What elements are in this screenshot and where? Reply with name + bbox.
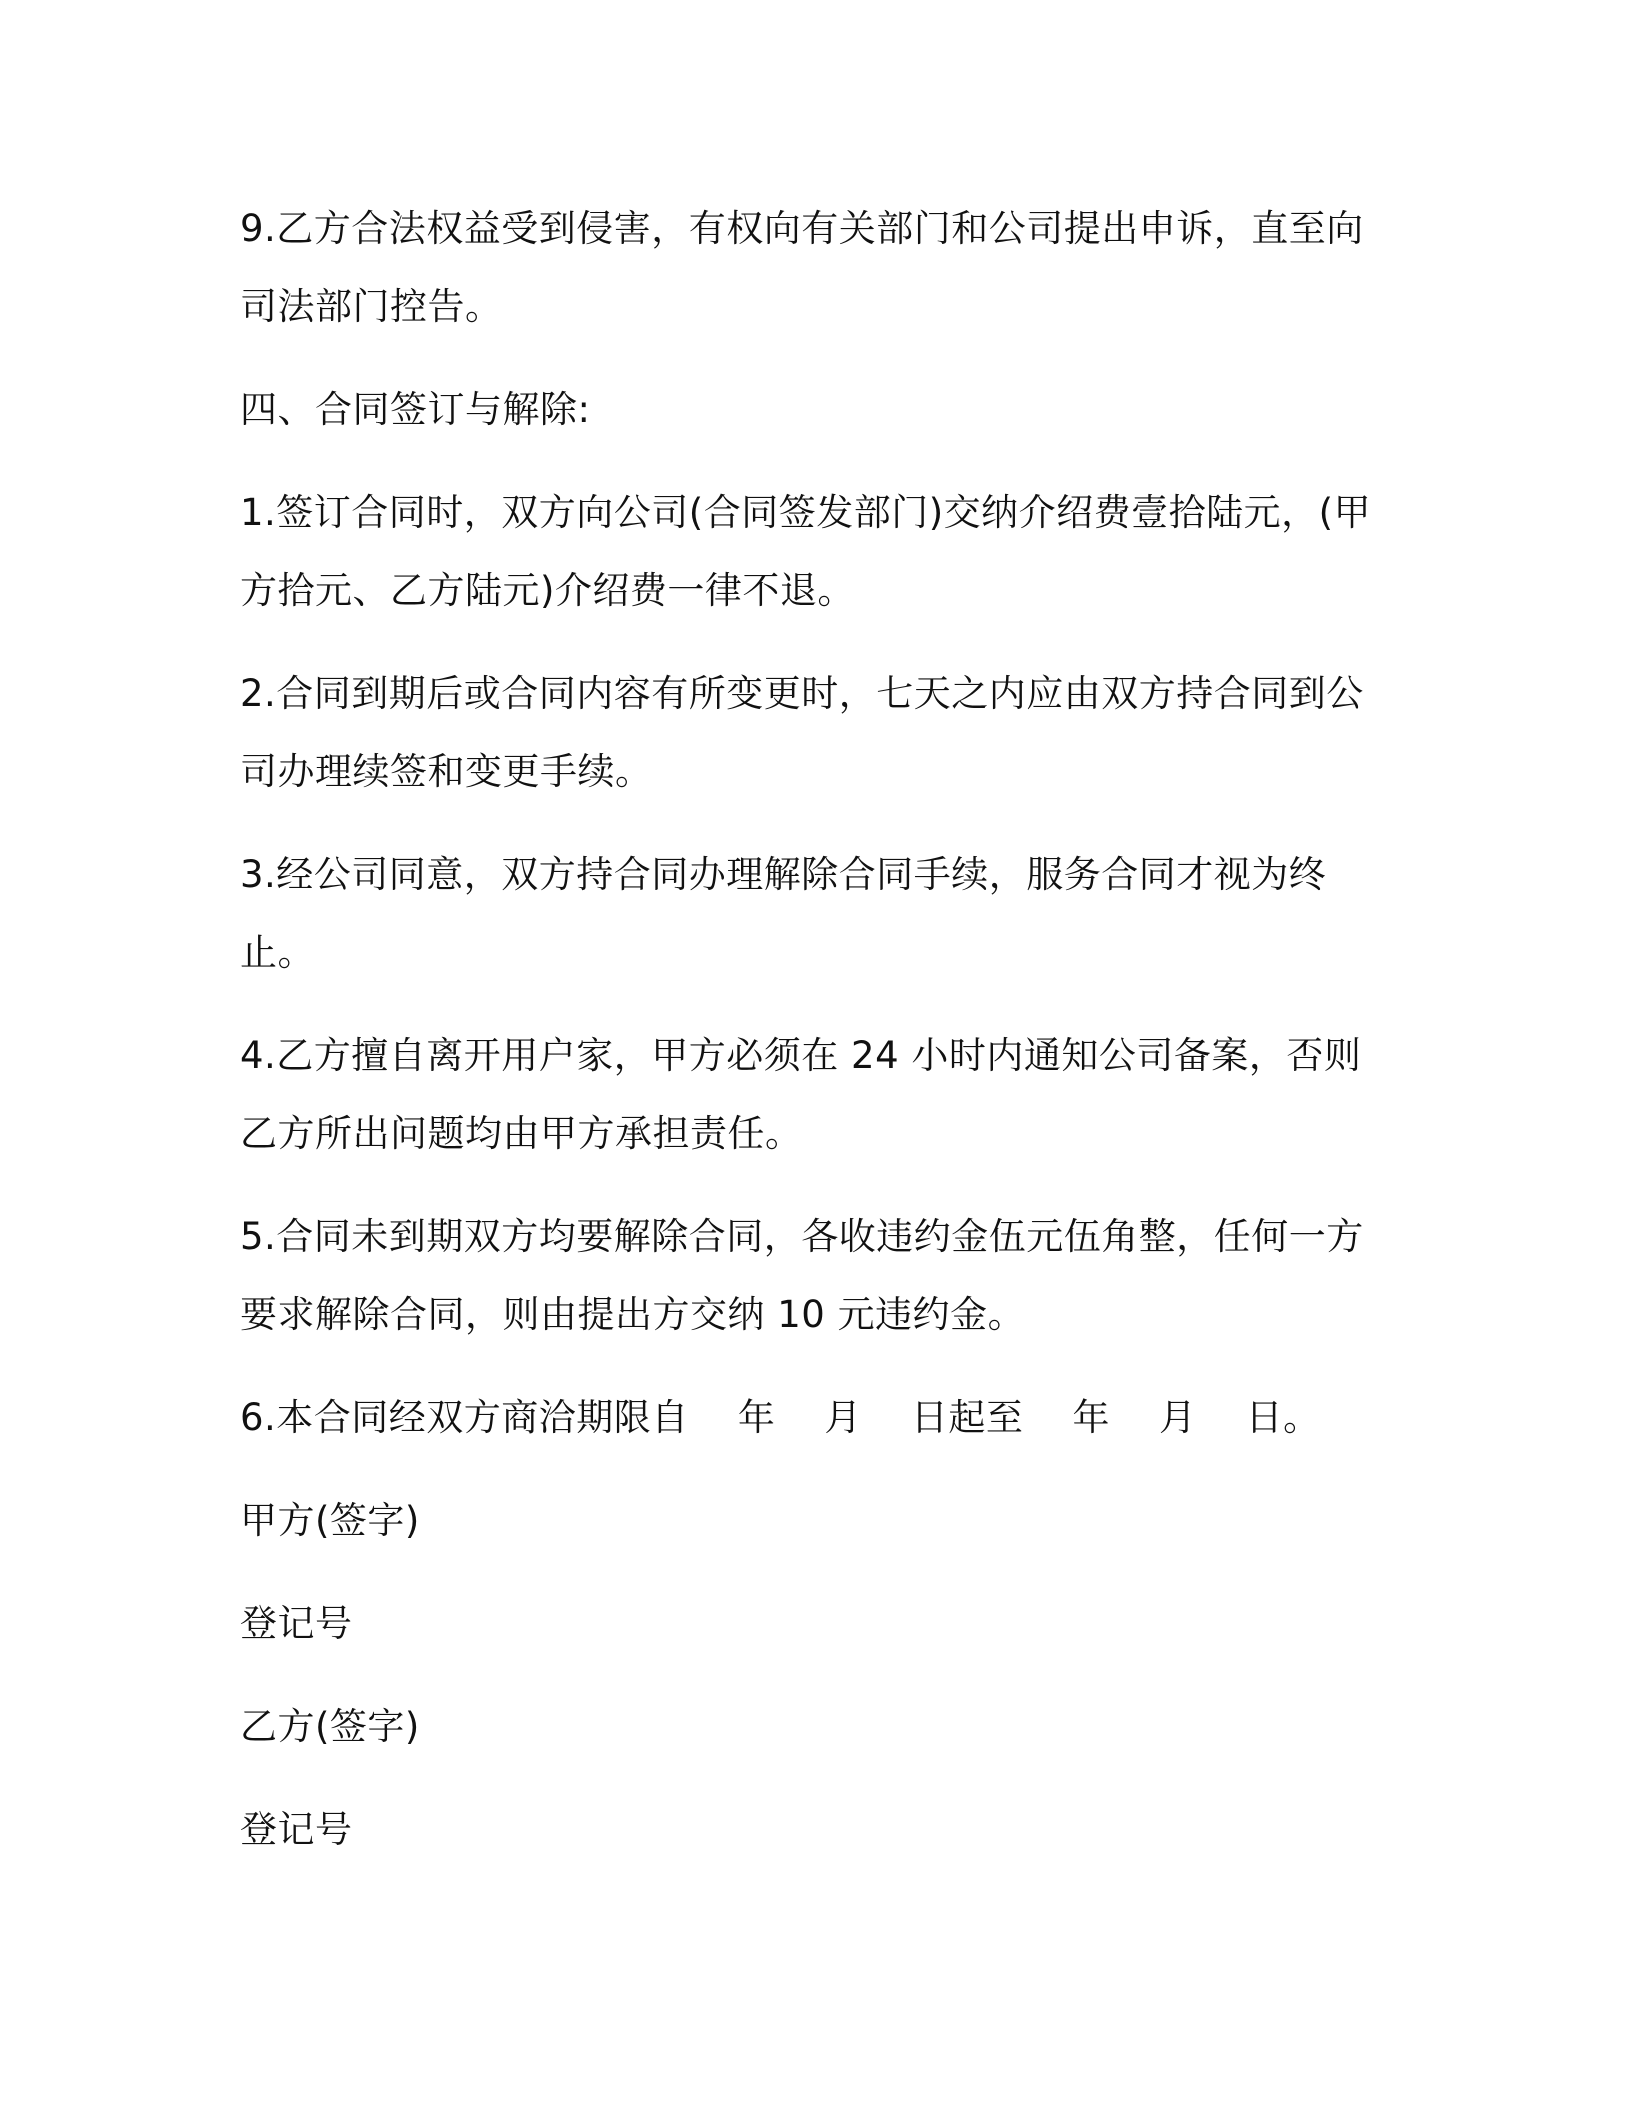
clause-1: 1.签订合同时，双方向公司(合同签发部门)交纳介绍费壹拾陆元，(甲方拾元、乙方陆元)介绍费一律不退。 bbox=[240, 491, 1372, 612]
clause-3: 3.经公司同意，双方持合同办理解除合同手续，服务合同才视为终止。 bbox=[240, 853, 1327, 974]
party-a-signature-label: 甲方(签字) bbox=[240, 1499, 420, 1542]
clause-6-term: 6.本合同经双方商洽期限自 年 月 日起至 年 月 日。 bbox=[240, 1396, 1321, 1439]
party-a-registration-label: 登记号 bbox=[240, 1602, 353, 1645]
clause-5: 5.合同未到期双方均要解除合同，各收违约金伍元伍角整，任何一方要求解除合同，则由提出方交纳 10 元违约金。 bbox=[240, 1215, 1364, 1336]
party-b-signature-label: 乙方(签字) bbox=[240, 1705, 420, 1748]
document-body bbox=[240, 190, 1380, 1894]
clause-2: 2.合同到期后或合同内容有所变更时，七天之内应由双方持合同到公司办理续签和变更手续。 bbox=[240, 672, 1364, 793]
party-b-registration-label: 登记号 bbox=[240, 1808, 353, 1851]
section-4-heading: 四、合同签订与解除: bbox=[240, 388, 591, 431]
clause-4: 4.乙方擅自离开用户家，甲方必须在 24 小时内通知公司备案，否则乙方所出问题均由甲方承担责任。 bbox=[240, 1034, 1362, 1155]
clause-9: 9.乙方合法权益受到侵害，有权向有关部门和公司提出申诉，直至向司法部门控告。 bbox=[240, 207, 1364, 328]
